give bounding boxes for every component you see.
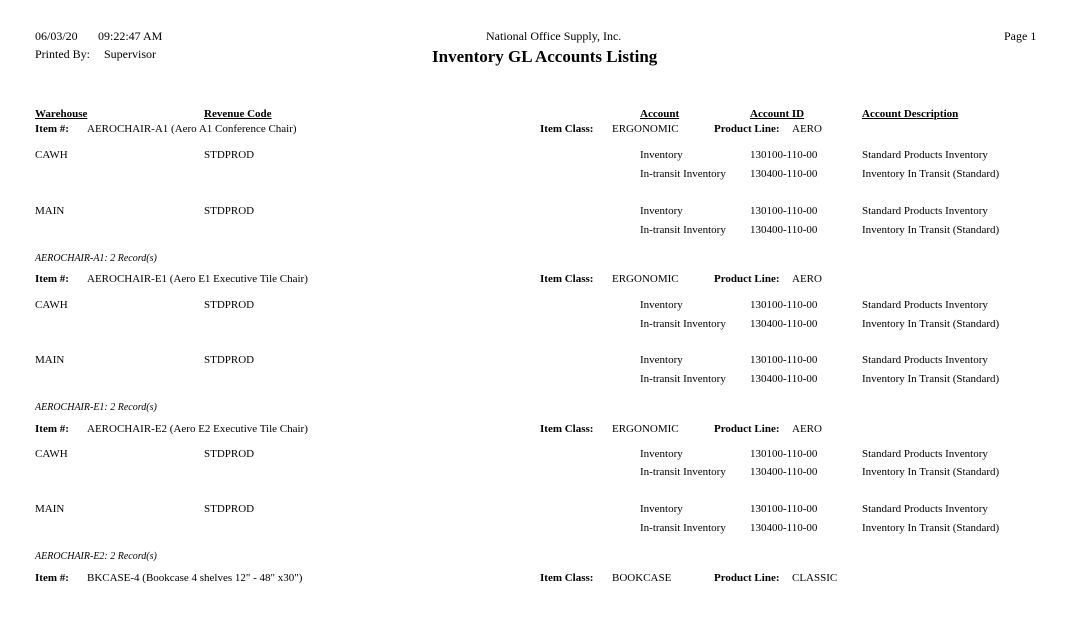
print-date: 06/03/20 (35, 29, 78, 43)
account-desc-cell: Standard Products Inventory (862, 354, 988, 366)
account-id-cell: 130100-110-00 (750, 205, 818, 217)
account-desc-cell: Inventory In Transit (Standard) (862, 466, 1000, 478)
revenue-code-cell: STDPROD (204, 149, 255, 161)
company-name: National Office Supply, Inc. (486, 29, 622, 43)
report-title: Inventory GL Accounts Listing (432, 47, 658, 66)
account-cell: Inventory (640, 448, 683, 460)
account-id-cell: 130400-110-00 (750, 224, 818, 236)
account-cell: In-transit Inventory (640, 373, 726, 385)
account-cell: In-transit Inventory (640, 318, 726, 330)
account-cell: Inventory (640, 299, 683, 311)
item-class-label: Item Class: (540, 572, 594, 584)
revenue-code-cell: STDPROD (204, 448, 255, 460)
item-value: AEROCHAIR-A1 (Aero A1 Conference Chair) (87, 123, 297, 135)
item-label: Item #: (35, 423, 69, 435)
item-label: Item #: (35, 572, 69, 584)
account-desc-cell: Standard Products Inventory (862, 299, 988, 311)
product-line-value: CLASSIC (792, 572, 838, 584)
revenue-code-cell: STDPROD (204, 354, 255, 366)
account-cell: Inventory (640, 503, 683, 515)
account-id-cell: 130400-110-00 (750, 373, 818, 385)
account-id-cell: 130400-110-00 (750, 522, 818, 534)
item-class-label: Item Class: (540, 273, 594, 285)
product-line-value: AERO (792, 273, 822, 285)
product-line-label: Product Line: (714, 123, 780, 135)
printed-by-label: Printed By: (35, 47, 91, 61)
account-id-cell: 130400-110-00 (750, 168, 818, 180)
account-desc-cell: Standard Products Inventory (862, 205, 988, 217)
printed-by-value: Supervisor (104, 47, 156, 61)
warehouse-cell: CAWH (35, 149, 68, 161)
product-line-value: AERO (792, 423, 822, 435)
item-class-value: ERGONOMIC (612, 123, 679, 135)
item-value: AEROCHAIR-E2 (Aero E2 Executive Tile Chair) (87, 423, 308, 435)
product-line-value: AERO (792, 123, 822, 135)
warehouse-cell: MAIN (35, 205, 65, 217)
warehouse-cell: MAIN (35, 354, 65, 366)
account-desc-cell: Inventory In Transit (Standard) (862, 522, 1000, 534)
account-cell: In-transit Inventory (640, 522, 726, 534)
account-desc-cell: Standard Products Inventory (862, 503, 988, 515)
account-cell: Inventory (640, 149, 683, 161)
warehouse-cell: CAWH (35, 448, 68, 460)
account-id-cell: 130100-110-00 (750, 503, 818, 515)
product-line-label: Product Line: (714, 572, 780, 584)
warehouse-cell: CAWH (35, 299, 68, 311)
col-account: Account (640, 108, 680, 120)
revenue-code-cell: STDPROD (204, 503, 255, 515)
account-desc-cell: Inventory In Transit (Standard) (862, 168, 1000, 180)
record-count: AEROCHAIR-A1: 2 Record(s) (35, 253, 157, 264)
revenue-code-cell: STDPROD (204, 299, 255, 311)
item-class-value: BOOKCASE (612, 572, 672, 584)
col-account-id: Account ID (750, 108, 805, 120)
item-label: Item #: (35, 273, 69, 285)
warehouse-cell: MAIN (35, 503, 65, 515)
account-cell: Inventory (640, 354, 683, 366)
account-id-cell: 130100-110-00 (750, 354, 818, 366)
account-cell: Inventory (640, 205, 683, 217)
revenue-code-cell: STDPROD (204, 205, 255, 217)
account-cell: In-transit Inventory (640, 224, 726, 236)
item-value: AEROCHAIR-E1 (Aero E1 Executive Tile Chair) (87, 273, 308, 285)
col-revenue-code: Revenue Code (204, 108, 272, 120)
page-number: Page 1 (1004, 29, 1037, 43)
item-class-label: Item Class: (540, 123, 594, 135)
account-id-cell: 130400-110-00 (750, 466, 818, 478)
item-class-value: ERGONOMIC (612, 423, 679, 435)
account-id-cell: 130400-110-00 (750, 318, 818, 330)
print-time: 09:22:47 AM (98, 29, 163, 43)
product-line-label: Product Line: (714, 273, 780, 285)
record-count: AEROCHAIR-E2: 2 Record(s) (35, 551, 157, 562)
account-cell: In-transit Inventory (640, 168, 726, 180)
col-account-description: Account Description (862, 108, 959, 120)
item-value: BKCASE-4 (Bookcase 4 shelves 12" - 48" x30") (87, 572, 303, 584)
col-warehouse: Warehouse (35, 108, 88, 120)
item-class-label: Item Class: (540, 423, 594, 435)
account-id-cell: 130100-110-00 (750, 299, 818, 311)
account-desc-cell: Standard Products Inventory (862, 149, 988, 161)
item-class-value: ERGONOMIC (612, 273, 679, 285)
account-id-cell: 130100-110-00 (750, 448, 818, 460)
account-desc-cell: Inventory In Transit (Standard) (862, 373, 1000, 385)
item-label: Item #: (35, 123, 69, 135)
account-cell: In-transit Inventory (640, 466, 726, 478)
product-line-label: Product Line: (714, 423, 780, 435)
account-desc-cell: Standard Products Inventory (862, 448, 988, 460)
account-desc-cell: Inventory In Transit (Standard) (862, 224, 1000, 236)
record-count: AEROCHAIR-E1: 2 Record(s) (35, 402, 157, 413)
account-id-cell: 130100-110-00 (750, 149, 818, 161)
account-desc-cell: Inventory In Transit (Standard) (862, 318, 1000, 330)
